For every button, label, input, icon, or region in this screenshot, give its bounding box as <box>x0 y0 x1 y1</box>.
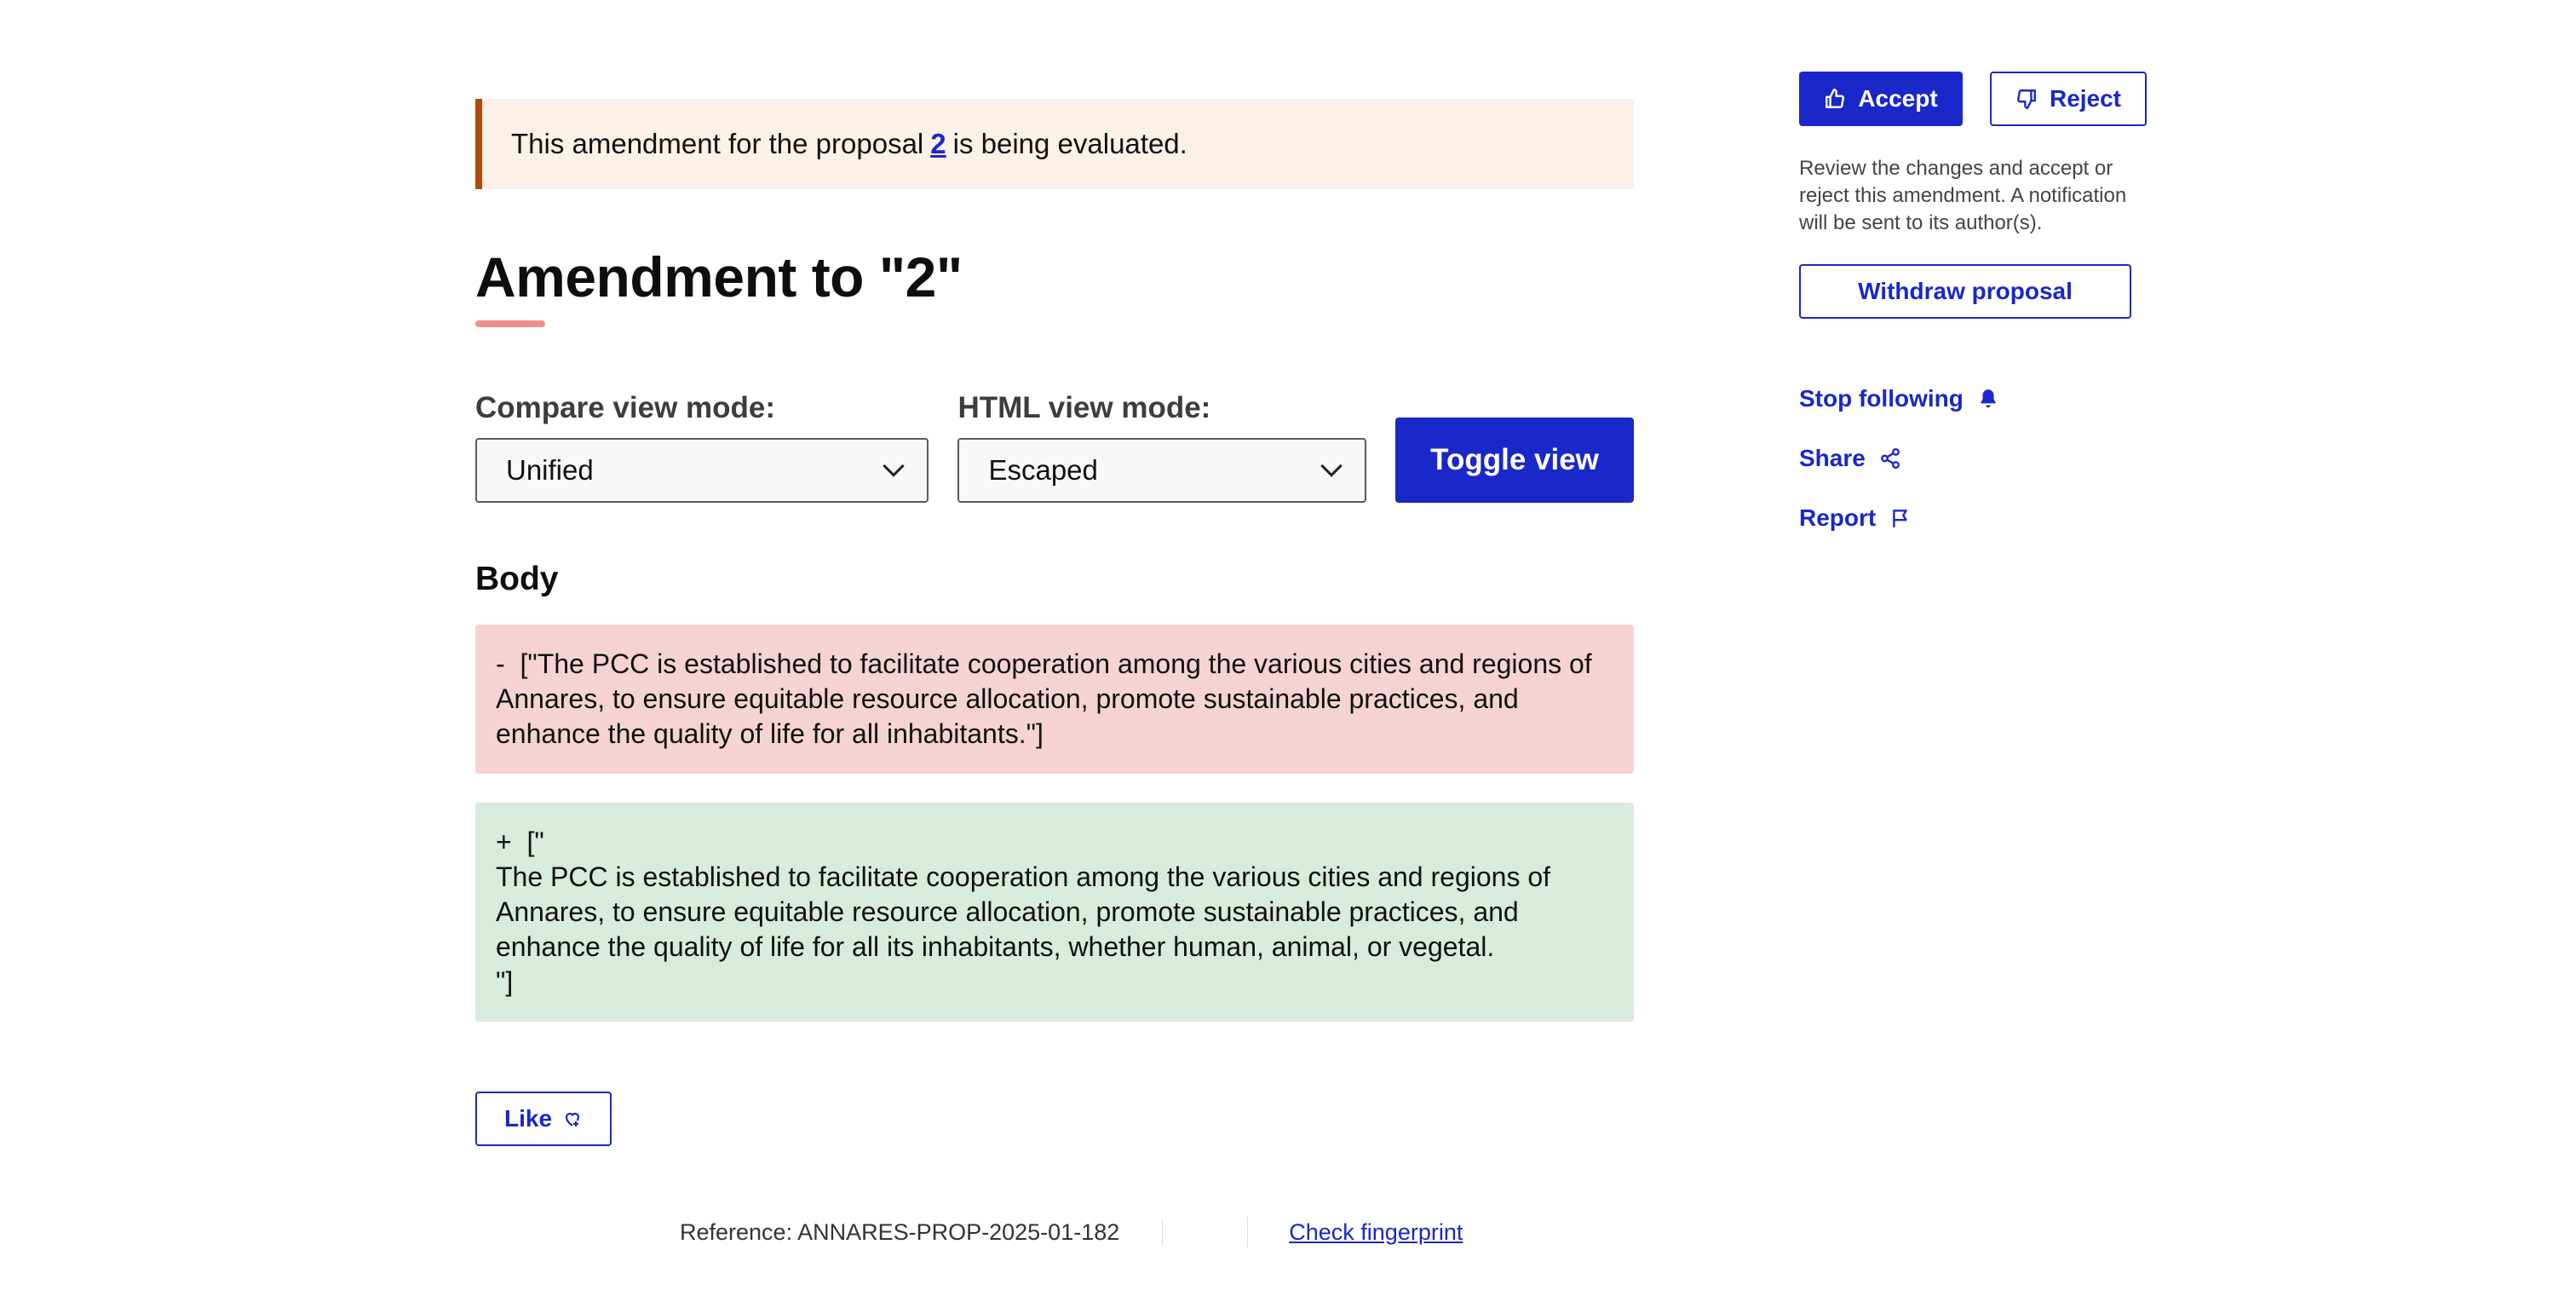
callout-text-after: is being evaluated. <box>952 128 1187 159</box>
heart-icon <box>562 1109 583 1129</box>
html-view-label: HTML view mode: <box>957 391 1211 424</box>
html-view-select[interactable] <box>957 438 1366 503</box>
evaluation-callout <box>475 99 1634 189</box>
reference-text: Reference: ANNARES-PROP-2025-01-182 <box>680 1219 1163 1246</box>
accept-label: Accept <box>1858 85 1938 112</box>
compare-view-control <box>475 393 929 503</box>
chevron-down-icon <box>883 455 905 476</box>
diff-removed-block: - ["The PCC is established to facilitate cooperation among the various cities and regions of Annares, to ensure equitable resource allocation, promote sustainable practices, and enhance the quality of life for all inhabitants."] <box>475 625 1634 774</box>
thumbs-up-icon <box>1824 88 1846 110</box>
page-title: Amendment to "2" <box>475 245 963 308</box>
footer <box>680 1217 1463 1247</box>
review-help-text: Review the changes and accept or reject this amendment. A notification will be sent to its author(s). <box>1799 157 2127 234</box>
compare-view-select[interactable] <box>475 438 929 503</box>
footer-divider <box>1163 1217 1248 1247</box>
callout-text-before: This amendment for the proposal <box>511 128 924 159</box>
main-content <box>475 99 1634 1146</box>
toggle-view-button[interactable]: Toggle view <box>1395 418 1634 503</box>
html-view-control <box>957 393 1366 503</box>
body-section-title: Body <box>475 561 559 597</box>
sidebar-actions <box>1799 72 2157 533</box>
flag-icon <box>1889 507 1912 529</box>
compare-view-value: Unified <box>506 454 594 486</box>
like-label: Like <box>503 1105 553 1132</box>
thumbs-down-icon <box>2015 88 2038 110</box>
accept-button[interactable] <box>1799 72 1963 126</box>
like-button[interactable] <box>475 1092 612 1146</box>
secondary-actions <box>1799 383 2157 533</box>
diff-added-block: + [" The PCC is established to facilitate cooperation among the various cities and regions of Annares, to ensure equitable resource allocation, promote sustainable practices, and enhance the quality of life for all its inhabitants, whether human, animal, or vegetal. "] <box>475 803 1634 1022</box>
proposal-link[interactable]: 2 <box>930 128 946 159</box>
stop-following-label: Stop following <box>1799 385 1964 412</box>
view-controls <box>475 387 1634 503</box>
compare-view-label: Compare view mode: <box>475 391 776 424</box>
reject-button[interactable] <box>1990 72 2147 126</box>
reject-label: Reject <box>2049 85 2122 112</box>
share-link[interactable] <box>1799 443 2157 474</box>
html-view-value: Escaped <box>988 454 1098 486</box>
bell-icon <box>1977 388 1999 410</box>
share-label: Share <box>1799 445 1866 471</box>
chevron-down-icon <box>1320 455 1342 476</box>
withdraw-proposal-button[interactable]: Withdraw proposal <box>1799 264 2131 319</box>
share-icon <box>1879 447 1901 470</box>
report-link[interactable] <box>1799 503 2157 533</box>
check-fingerprint-link[interactable]: Check fingerprint <box>1289 1218 1463 1245</box>
title-underline <box>475 320 545 327</box>
stop-following-link[interactable] <box>1799 383 2157 414</box>
accept-reject-row <box>1799 72 2157 126</box>
report-label: Report <box>1799 504 1877 531</box>
